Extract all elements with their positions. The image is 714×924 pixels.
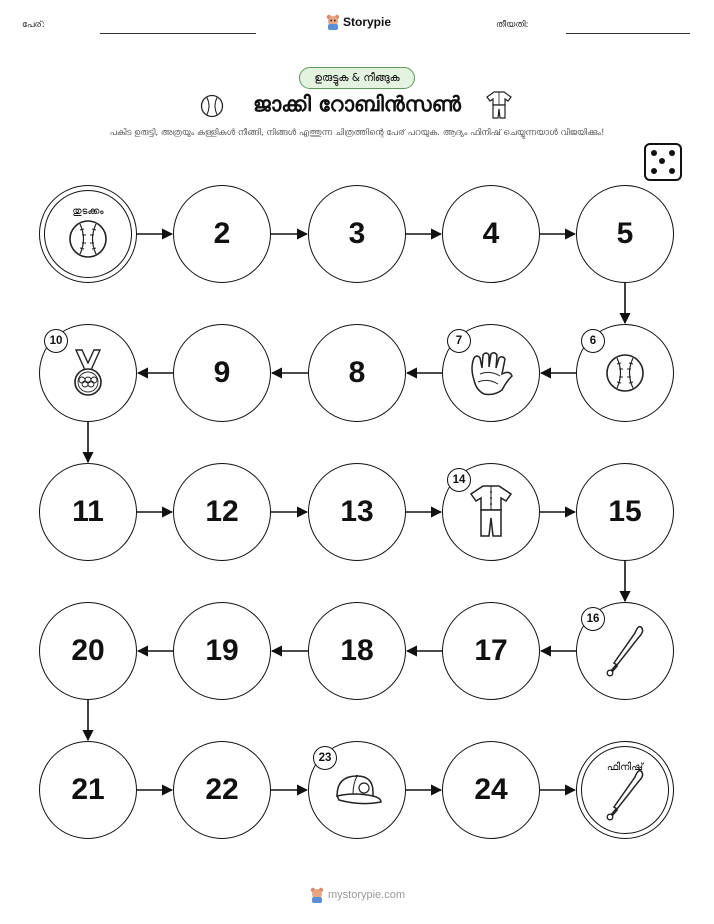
space-number: 20 bbox=[71, 634, 105, 667]
board-space-17[interactable] bbox=[442, 602, 540, 700]
board-space-22[interactable] bbox=[173, 741, 271, 839]
space-number-badge: 10 bbox=[44, 329, 68, 353]
board-space-21[interactable] bbox=[39, 741, 137, 839]
start-space[interactable] bbox=[39, 185, 137, 283]
board-space-8[interactable] bbox=[308, 324, 406, 422]
footer bbox=[310, 887, 405, 903]
uniform-icon bbox=[469, 484, 513, 540]
board-space-14[interactable] bbox=[442, 463, 540, 561]
space-number: 18 bbox=[340, 634, 374, 667]
space-number: 5 bbox=[616, 217, 634, 250]
bear-mascot-icon bbox=[310, 887, 324, 903]
activity-badge: ഉരുട്ടുക & നീങ്ങുക bbox=[299, 67, 415, 89]
space-number: 9 bbox=[213, 356, 231, 389]
space-number: 24 bbox=[474, 773, 508, 806]
board-space-7[interactable] bbox=[442, 324, 540, 422]
space-number-badge: 23 bbox=[313, 746, 337, 770]
footer-site: mystorypie.com bbox=[328, 889, 406, 901]
space-number-badge: 14 bbox=[447, 468, 471, 492]
board-space-23[interactable] bbox=[308, 741, 406, 839]
space-number-badge: 6 bbox=[581, 329, 605, 353]
bat-icon bbox=[605, 625, 645, 677]
board-space-3[interactable] bbox=[308, 185, 406, 283]
board-space-4[interactable] bbox=[442, 185, 540, 283]
space-number-badge: 16 bbox=[581, 607, 605, 631]
board-space-12[interactable] bbox=[173, 463, 271, 561]
page-title: ജാക്കി റോബിൻസൺ bbox=[252, 92, 461, 116]
board-space-10[interactable] bbox=[39, 324, 137, 422]
date-label: തീയതി: bbox=[496, 20, 529, 30]
name-label: പേര്: bbox=[22, 20, 45, 30]
board-space-19[interactable] bbox=[173, 602, 271, 700]
board-space-16[interactable] bbox=[576, 602, 674, 700]
board-space-15[interactable] bbox=[576, 463, 674, 561]
glove-icon bbox=[466, 350, 516, 396]
space-number: 12 bbox=[205, 495, 239, 528]
space-number-badge: 7 bbox=[447, 329, 471, 353]
board-space-2[interactable] bbox=[173, 185, 271, 283]
space-number: 11 bbox=[72, 495, 104, 528]
medal-icon bbox=[68, 348, 108, 398]
board-space-5[interactable] bbox=[576, 185, 674, 283]
board-space-20[interactable] bbox=[39, 602, 137, 700]
space-number: 22 bbox=[205, 773, 239, 806]
space-number: 3 bbox=[348, 217, 366, 250]
board-space-9[interactable] bbox=[173, 324, 271, 422]
board-space-11[interactable] bbox=[39, 463, 137, 561]
finish-label: ഫിനിഷ് bbox=[606, 762, 644, 773]
space-number: 15 bbox=[608, 495, 642, 528]
brand-name: Storypie bbox=[343, 15, 392, 29]
instructions-text: പകിട ഉരുട്ടി, അത്രയും കള്ളികൾ നീങ്ങി, നിങ്ങൾ എത്തുന്ന ചിത്രത്തിന്റെ പേര് പറയുക. ആദ്യം ഫിനിഷ് ചെയ്യുന്നയാൾ വിജയിക്കും! bbox=[109, 128, 605, 138]
space-number: 4 bbox=[482, 217, 500, 250]
board-space-6[interactable] bbox=[576, 324, 674, 422]
space-number: 2 bbox=[213, 217, 231, 250]
board-space-13[interactable] bbox=[308, 463, 406, 561]
baseball-icon bbox=[604, 352, 646, 394]
space-number: 21 bbox=[71, 773, 105, 806]
board-space-24[interactable] bbox=[442, 741, 540, 839]
start-label: തുടക്കം bbox=[72, 206, 104, 217]
finish-space[interactable] bbox=[576, 741, 674, 839]
space-number: 13 bbox=[340, 495, 374, 528]
cap-icon bbox=[331, 770, 383, 810]
board-space-18[interactable] bbox=[308, 602, 406, 700]
space-number: 17 bbox=[474, 634, 508, 667]
space-number: 8 bbox=[348, 356, 366, 389]
space-number: 19 bbox=[205, 634, 239, 667]
